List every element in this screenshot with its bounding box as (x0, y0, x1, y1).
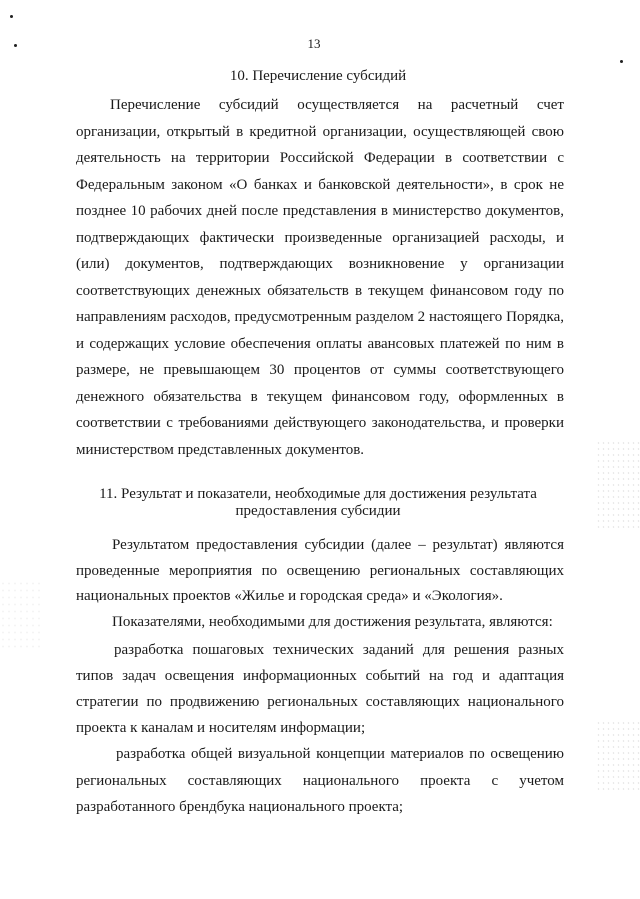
scan-mark (620, 60, 623, 63)
section-11-heading (78, 486, 558, 520)
indicator-item-1: разработка пошаговых технических заданий для решения разных типов задач освещения информационных событий на год и адаптация стратегии по продвижению региональных составляющих национального проекта к каналам и носителям информации; (76, 642, 564, 736)
section-11-heading-line1: 11. Результат и показатели, необходимые для достижения результата (99, 486, 537, 502)
section-10-paragraph: Перечисление субсидий осуществляется на расчетный счет организации, открытый в кредитной организации, осуществляющей свою деятельность на территории Российской Федерации в соответствии с Федеральным законом «О банках и банковской деятельности», в срок не позднее 10 рабочих дней после представления в министерство документов, подтверждающих фактически произведенные организацией расходы, и (или) документов, подтверждающих возникновение у организации соответствующих денежных обязательств в текущем финансовом году по направлениям расходов, предусмотренным разделом 2 настоящего Порядка, и содержащих условие обеспечения оплаты авансовых платежей по ним в размере, не превышающем 30 процентов от суммы соответствующего денежного обязательства в текущем финансовом году, оформленных в соответствии с требованиями действующего законодательства, и проверки министерством представленных документов. (76, 97, 564, 458)
section-11-heading-line2: предоставления субсидии (235, 503, 401, 519)
scan-noise (596, 440, 640, 530)
section-10-heading: 10. Перечисление субсидий (229, 68, 407, 84)
page-number: 13 (307, 36, 321, 51)
indicators-intro-paragraph: Показателями, необходимыми для достижения результата, являются: (112, 614, 553, 630)
scan-noise (596, 720, 640, 790)
result-paragraph: Результатом предоставления субсидии (далее – результат) являются проведенные мероприятия по освещению региональных составляющих национальных проектов «Жилье и городская среда» и «Экология». (76, 537, 564, 604)
scan-mark (10, 15, 13, 18)
scan-noise (0, 580, 40, 650)
indicator-item-2: разработка общей визуальной концепции материалов по освещению региональных составляющих национального проекта с учетом разработанного брендбука национального проекта; (76, 746, 564, 815)
